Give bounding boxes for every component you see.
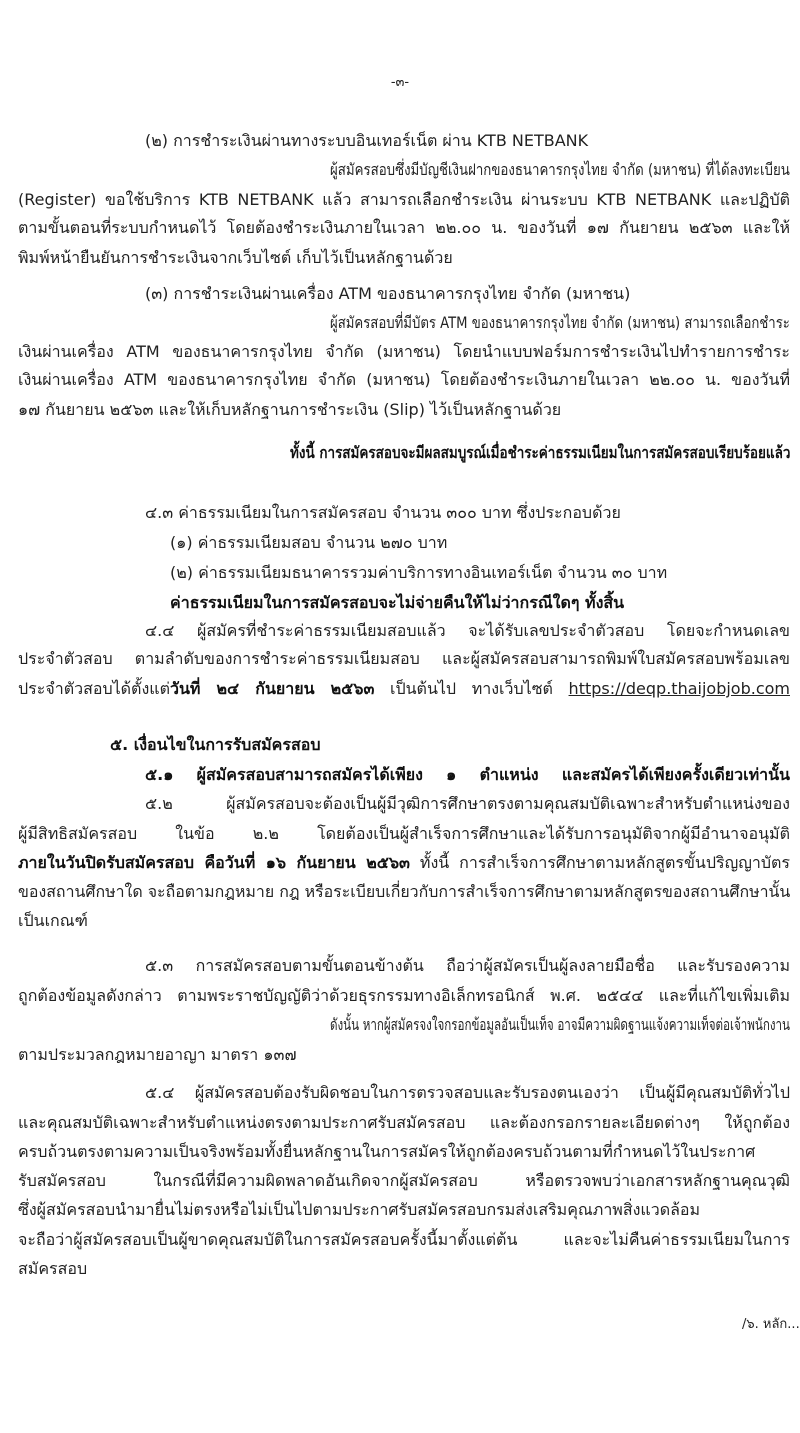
bold-text: ภายในวันปิดรับสมัครสอบ คือวันที่ ๑๖ กันยายน ๒๕๖๓ — [18, 853, 410, 872]
text-segment: ตามขั้นตอนที่ระบบกำหนดไว้ โดยต้องชำระเงินภายในเวลา ๒๒.๐๐ น. ของวันที่ ๑๗ กันยายน ๒๕๖๓ และให้ — [18, 218, 790, 237]
bold-text: ๕.๑ ผู้สมัครสอบสามารถสมัครได้เพียง ๑ ตำแหน่ง และสมัครได้เพียงครั้งเดียวเท่านั้น — [145, 765, 790, 784]
text-segment: เป็นต้นไป ทางเว็บไซต์ — [374, 679, 569, 698]
text-segment: ทั้งนี้ การสำเร็จการศึกษาตามหลักสูตรขั้นปริญญาบัตร — [409, 853, 790, 872]
text-segment: เงินผ่านเครื่อง ATM ของธนาคารกรุงไทย จำกัด (มหาชน) โดยนำแบบฟอร์มการชำระเงินไปทำรายการชำระ — [18, 342, 790, 361]
text-line — [18, 881, 790, 903]
page-number: -๓- — [390, 75, 410, 90]
text-line — [170, 562, 667, 584]
text-segment: เป็นเกณฑ์ — [18, 911, 88, 930]
text-segment: ผู้มีสิทธิสมัครสอบ ในข้อ ๒.๒ โดยต้องเป็นผู้สำเร็จการศึกษาและได้รับการอนุมัติจากผู้มีอำนาจอนุมัติ — [18, 824, 790, 843]
text-line — [330, 159, 790, 181]
text-line — [145, 764, 790, 786]
text-line — [18, 1229, 790, 1251]
text-line — [145, 283, 630, 305]
text-line — [18, 1258, 87, 1280]
text-segment: ดังนั้น หากผู้สมัครจงใจกรอกข้อมูลอันเป็นเท็จ อาจมีความผิดฐานแจ้งความเท็จต่อเจ้าพนักงาน — [330, 1015, 790, 1034]
text-line — [18, 1141, 790, 1163]
text-line — [145, 955, 790, 977]
text-line — [145, 620, 790, 642]
bold-text: ทั้งนี้ การสมัครสอบจะมีผลสมบูรณ์เมื่อชำระค่าธรรมเนียมในการสมัครสอบเรียบร้อยแล้ว — [290, 443, 791, 462]
text-segment: สมัครสอบ — [18, 1259, 88, 1278]
text-line — [18, 678, 790, 700]
text-line — [18, 985, 790, 1007]
text-line — [18, 823, 790, 845]
website-link[interactable]: https://deqp.thaijobjob.com — [568, 679, 790, 698]
text-line — [18, 1199, 790, 1221]
text-line — [18, 910, 88, 932]
text-line — [18, 852, 790, 874]
text-line — [145, 1082, 790, 1104]
text-segment: (๓) การชำระเงินผ่านเครื่อง ATM ของธนาคารกรุงไทย จำกัด (มหาชน) — [145, 284, 631, 303]
text-line — [145, 793, 790, 815]
text-segment: ๕.๒ ผู้สมัครสอบจะต้องเป็นผู้มีวุฒิการศึกษาตรงตามคุณสมบัติเฉพาะสำหรับตำแหน่งของ — [145, 794, 790, 813]
text-line — [18, 189, 790, 211]
bold-text: ค่าธรรมเนียมในการสมัครสอบจะไม่จ่ายคืนให้ไม่ว่ากรณีใดๆ ทั้งสิ้น — [170, 593, 625, 612]
text-segment: และคุณสมบัติเฉพาะสำหรับตำแหน่งตรงตามประกาศรับสมัครสอบ และต้องกรอกรายละเอียดต่างๆ ให้ถูกต้อง — [18, 1113, 790, 1132]
text-segment: ครบถ้วนตรงตามความเป็นจริงพร้อมทั้งยื่นหลักฐานในการสมัครให้ถูกต้องครบถ้วนตามที่กำหนดไว้ในประกาศ — [18, 1142, 756, 1161]
text-line — [170, 592, 624, 614]
text-line — [18, 1170, 790, 1192]
text-line — [18, 341, 790, 363]
text-segment: รับสมัครสอบ ในกรณีที่มีความผิดพลาดอันเกิดจากผู้สมัครสอบ หรือตรวจพบว่าเอกสารหลักฐานคุณวุฒิ — [18, 1171, 790, 1190]
text-segment: ผู้สมัครสอบที่มีบัตร ATM ของธนาคารกรุงไทย จำกัด (มหาชน) สามารถเลือกชำระ — [330, 313, 790, 332]
text-segment: (๑) ค่าธรรมเนียมสอบ จำนวน ๒๗๐ บาท — [170, 533, 448, 552]
text-line — [145, 130, 588, 152]
text-segment: ตามประมวลกฎหมายอาญา มาตรา ๑๓๗ — [18, 1045, 297, 1064]
text-line — [18, 247, 453, 269]
text-segment: ถูกต้องข้อมูลดังกล่าว ตามพระราชบัญญัติว่าด้วยธุรกรรมทางอิเล็กทรอนิกส์ พ.ศ. ๒๕๔๔ และที่แก้ไขเพิ่มเติม — [18, 986, 790, 1005]
text-segment: ผู้สมัครสอบซึ่งมีบัญชีเงินฝากของธนาคารกรุงไทย จำกัด (มหาชน) ที่ได้ลงทะเบียน — [330, 160, 790, 179]
text-line — [18, 1044, 297, 1066]
text-segment: (Register) ขอใช้บริการ KTB NETBANK แล้ว สามารถเลือกชำระเงิน ผ่านระบบ KTB NETBANK และปฏิบัติ — [18, 190, 790, 209]
text-line — [18, 399, 561, 421]
text-segment: ของสถานศึกษาใด จะถือตามกฎหมาย กฎ หรือระเบียบเกี่ยวกับการสำเร็จการศึกษาตามหลักสูตรของสถานศึกษานั้น — [18, 882, 791, 901]
text-line — [110, 734, 320, 756]
text-segment: (๒) การชำระเงินผ่านทางระบบอินเทอร์เน็ต ผ่าน KTB NETBANK — [145, 131, 589, 150]
text-segment: ๕.๓ การสมัครสอบตามขั้นตอนข้างต้น ถือว่าผู้สมัครเป็นผู้ลงลายมือชื่อ และรับรองความ — [145, 956, 790, 975]
text-segment: ๔.๔ ผู้สมัครที่ชำระค่าธรรมเนียมสอบแล้ว จะได้รับเลขประจำตัวสอบ โดยจะกำหนดเลข — [145, 621, 790, 640]
text-line — [330, 1014, 790, 1036]
text-line — [18, 1112, 790, 1134]
text-segment: ๑๗ กันยายน ๒๕๖๓ และให้เก็บหลักฐานการชำระเงิน (Slip) ไว้เป็นหลักฐานด้วย — [18, 400, 562, 419]
text-segment: พิมพ์หน้ายืนยันการชำระเงินจากเว็บไซต์ เก็บไว้เป็นหลักฐานด้วย — [18, 248, 453, 267]
text-segment: ๕.๔ ผู้สมัครสอบต้องรับผิดชอบในการตรวจสอบและรับรองตนเองว่า เป็นผู้มีคุณสมบัติทั่วไป — [145, 1083, 790, 1102]
text-segment: ประจำตัวสอบได้ตั้งแต่ — [18, 679, 170, 698]
text-segment: ประจำตัวสอบ ตามลำดับของการชำระค่าธรรมเนียมสอบ และผู้สมัครสอบสามารถพิมพ์ใบสมัครสอบพร้อมเลข — [18, 649, 790, 668]
text-segment: ๔.๓ ค่าธรรมเนียมในการสมัครสอบ จำนวน ๓๐๐ บาท ซึ่งประกอบด้วย — [145, 503, 621, 522]
text-segment: ซึ่งผู้สมัครสอบนำมายื่นไม่ตรงหรือไม่เป็นไปตามประกาศรับสมัครสอบกรมส่งเสริมคุณภาพสิ่งแวดล้อม — [18, 1200, 701, 1219]
text-line — [290, 442, 790, 464]
text-line — [330, 312, 790, 334]
continuation-marker: /๖. หลัก... — [742, 1317, 800, 1332]
text-line — [18, 648, 790, 670]
text-segment: เงินผ่านเครื่อง ATM ของธนาคารกรุงไทย จำกัด (มหาชน) โดยต้องชำระเงินภายในเวลา ๒๒.๐๐ น. ของวันที่ — [18, 370, 790, 389]
bold-text: วันที่ ๒๔ กันยายน ๒๕๖๓ — [169, 679, 375, 698]
text-line — [18, 369, 790, 391]
text-line — [170, 532, 447, 554]
bold-text: ๕. เงื่อนไขในการรับสมัครสอบ — [110, 735, 321, 754]
text-segment: (๒) ค่าธรรมเนียมธนาคารรวมค่าบริการทางอินเทอร์เน็ต จำนวน ๓๐ บาท — [170, 563, 668, 582]
text-line — [18, 217, 790, 239]
text-line — [145, 502, 621, 524]
text-segment: จะถือว่าผู้สมัครสอบเป็นผู้ขาดคุณสมบัติในการสมัครสอบครั้งนี้มาตั้งแต่ต้น และจะไม่คืนค่าธรรมเนียมในการ — [18, 1230, 790, 1249]
